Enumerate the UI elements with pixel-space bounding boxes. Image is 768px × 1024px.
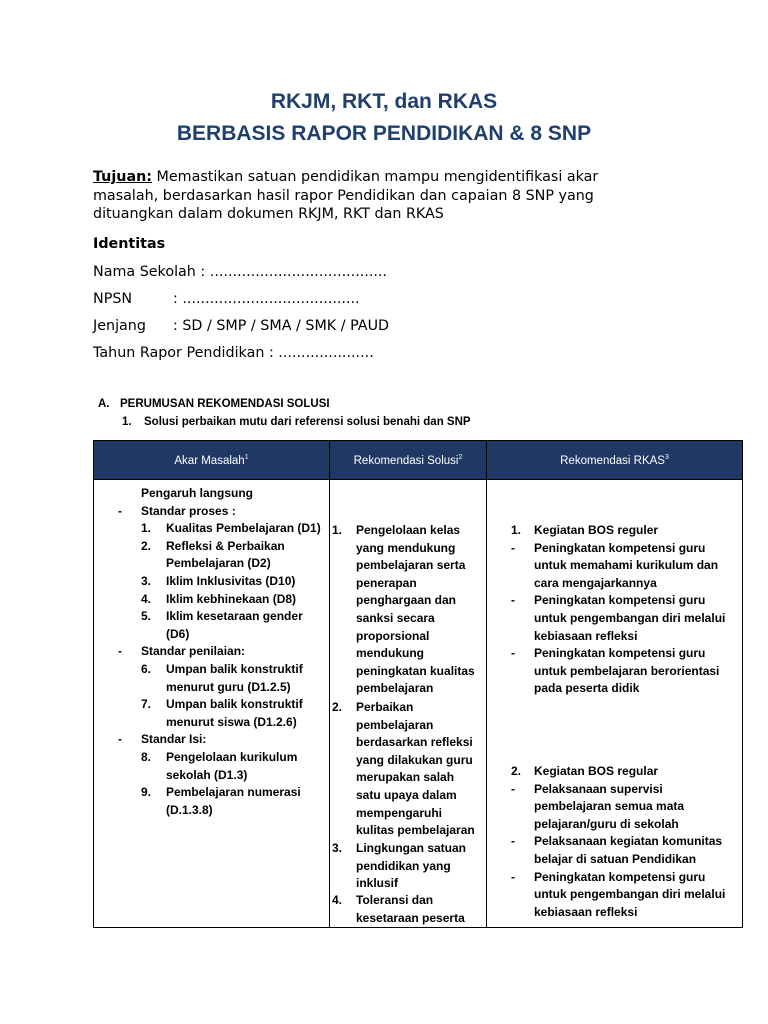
item-number: 2. (141, 538, 152, 553)
akar-masalah-item: Pembelajaran (D2) (166, 556, 271, 571)
akar-masalah-item: Pengelolaan kurikulum (166, 750, 298, 764)
rkas-item-text: pelajaran/guru di sekolah (534, 816, 679, 831)
akar-masalah-item: Iklim kebhinekaan (D8) (166, 591, 297, 606)
solusi-text: Pengelolaan kelas (356, 523, 461, 537)
akar-masalah-item: Iklim Inklusivitas (D10) (166, 574, 296, 588)
akar-masalah-item: sekolah (D1.3) (166, 767, 248, 782)
standar-heading: Standar proses : (141, 503, 236, 518)
solusi-text: peningkatan kualitas (356, 663, 475, 678)
solusi-text: proporsional (356, 628, 430, 643)
table-header-row (94, 441, 743, 480)
rkas-item-text: cara mengajarkannya (534, 575, 657, 590)
solusi-text: pembelajaran (356, 681, 434, 696)
nama-sekolah-text: Nama Sekolah : ....................................... (93, 264, 388, 280)
akar-masalah-item: menurut siswa (D1.2.6) (166, 714, 297, 729)
tujuan-line-2: masalah, berdasarkan hasil rapor Pendidikan dan capaian 8 SNP yang (93, 187, 594, 204)
nama-sekolah-field (93, 264, 387, 280)
item-number: 7. (141, 697, 152, 712)
solusi-text: satu upaya dalam (356, 788, 457, 802)
solusi-number: 2. (332, 700, 343, 714)
table-row (94, 480, 743, 928)
item-number: 8. (141, 750, 152, 764)
akar-masalah-item: Pembelajaran numerasi (166, 785, 301, 800)
group-bullet: - (118, 644, 122, 659)
solusi-number: 3. (332, 841, 343, 855)
tujuan-line-3: dituangkan dalam dokumen RKJM, RKT dan RKAS (93, 206, 444, 222)
document-title: RKJM, RKT, dan RKAS (270, 90, 498, 113)
solusi-text: kulitas pembelajaran (356, 823, 475, 838)
rkas-item-text: kebiasaan refleksi (534, 628, 638, 643)
rkas-item-text: untuk pengembangan diri melalui (534, 611, 726, 625)
tujuan-paragraph (93, 168, 683, 224)
subsection-heading (122, 416, 471, 428)
rkas-bullet: - (511, 781, 515, 796)
solusi-text: Lingkungan satuan (356, 841, 467, 855)
standar-heading: Standar penilaian: (141, 644, 246, 659)
akar-masalah-item: (D6) (166, 626, 190, 641)
rkas-item-text: Peningkatan kompetensi guru (534, 593, 706, 608)
solusi-text: yang dilakukan guru (356, 752, 473, 767)
jenjang-label: Jenjang (93, 318, 146, 334)
standar-heading: Standar Isi: (141, 732, 207, 747)
rkas-item-text: Pelaksanaan kegiatan komunitas (534, 834, 723, 849)
cell-rekomendasi-rkas (487, 480, 743, 928)
group-bullet: - (118, 732, 122, 747)
item-number: 1. (141, 521, 152, 536)
akar-masalah-item: (D.1.3.8) (166, 802, 213, 817)
solusi-text: inklusif (356, 876, 399, 891)
rkas-item-text: untuk pengembangan diri melalui (534, 887, 726, 902)
tahun-rapor-text: Tahun Rapor Pendidikan : ..................... (93, 345, 374, 361)
rkas-item-text: untuk pembelajaran berorientasi (534, 663, 720, 678)
subsection-title: Solusi perbaikan mutu dari referensi solusi benahi dan SNP (144, 416, 471, 428)
document-subtitle: BERBASIS RAPOR PENDIDIKAN & 8 SNP (176, 122, 592, 145)
rkas-bullet: - (511, 540, 515, 555)
solusi-text: pendidikan yang (356, 858, 451, 873)
header-akar-masalah: Akar Masalah$^1$ (94, 441, 330, 480)
item-number: 6. (141, 662, 152, 676)
solusi-text: merupakan salah (356, 770, 455, 785)
rkas-bullet: - (511, 593, 515, 608)
solusi-text: mendukung (356, 646, 424, 661)
section-letter: A. (98, 398, 110, 410)
tujuan-label: Tujuan: (93, 169, 152, 185)
tahun-rapor-field (93, 345, 374, 361)
solusi-text: Perbaikan (356, 700, 414, 714)
solusi-text: yang mendukung (356, 540, 456, 555)
akar-masalah-item: Umpan balik konstruktif (166, 662, 303, 676)
item-number: 3. (141, 574, 152, 588)
rkas-item-text: Peningkatan kompetensi guru (534, 540, 706, 555)
solusi-text: penerapan (356, 575, 417, 590)
tujuan-line-1: Memastikan satuan pendidikan mampu mengidentifikasi akar (156, 169, 599, 185)
npsn-field (93, 291, 360, 307)
solusi-text: mempengaruhi (356, 805, 443, 820)
cell-rekomendasi-solusi (330, 480, 487, 928)
rkas-bullet: - (511, 646, 515, 661)
rkas-item-text: belajar di satuan Pendidikan (534, 852, 697, 866)
solusi-number: 4. (332, 893, 343, 907)
identitas-heading: Identitas (93, 236, 166, 252)
solusi-text: penghargaan dan (356, 593, 457, 608)
solusi-text: sanksi secara (356, 611, 435, 625)
rkas-item-text: Peningkatan kompetensi guru (534, 869, 706, 884)
solusi-text: kesetaraan peserta (356, 910, 465, 925)
rkas-group-title: Kegiatan BOS reguler (534, 523, 659, 537)
rkas-item-text: pada peserta didik (534, 681, 640, 696)
akar-masalah-item: Kualitas Pembelajaran (D1) (166, 521, 321, 536)
akar-masalah-item: Iklim kesetaraan gender (166, 609, 303, 624)
rkas-number: 1. (511, 523, 522, 537)
akar-masalah-item: Refleksi & Perbaikan (166, 538, 285, 553)
group-bullet: - (118, 503, 122, 518)
solusi-number: 1. (332, 523, 343, 537)
solution-table (93, 440, 743, 928)
rkas-bullet: - (511, 869, 515, 884)
rkas-item-text: untuk memahami kurikulum dan (534, 558, 719, 573)
section-title: PERUMUSAN REKOMENDASI SOLUSI (120, 398, 330, 410)
item-number: 5. (141, 609, 152, 624)
jenjang-field (93, 318, 389, 334)
solusi-text: Toleransi dan (356, 893, 434, 907)
akar-masalah-item: menurut guru (D1.2.5) (166, 679, 291, 694)
rkas-item-text: Pelaksanaan supervisi (534, 781, 663, 796)
npsn-value: : ....................................... (173, 291, 360, 307)
section-heading (98, 398, 330, 410)
rkas-item-text: pembelajaran semua mata (534, 799, 685, 814)
item-number: 9. (141, 785, 152, 800)
header-rekomendasi-rkas: Rekomendasi RKAS$^3$ (487, 441, 743, 480)
cell-akar-masalah (94, 480, 330, 928)
npsn-label: NPSN (93, 291, 133, 307)
rkas-item-text: Peningkatan kompetensi guru (534, 646, 706, 661)
rkas-group-title: Kegiatan BOS regular (534, 764, 659, 778)
header-rekomendasi-solusi: Rekomendasi Solusi$^2$ (330, 441, 487, 480)
jenjang-value: : SD / SMP / SMA / SMK / PAUD (173, 318, 390, 334)
akar-masalah-item: Umpan balik konstruktif (166, 697, 303, 712)
rkas-item-text: kebiasaan refleksi (534, 904, 638, 919)
solusi-text: pembelajaran (356, 717, 434, 732)
rkas-bullet: - (511, 834, 515, 849)
subsection-number: 1. (122, 416, 132, 428)
solusi-text: berdasarkan refleksi (356, 735, 473, 750)
pengaruh-langsung-label: Pengaruh langsung (141, 486, 254, 500)
solusi-text: pembelajaran serta (356, 558, 466, 573)
item-number: 4. (141, 591, 152, 606)
rkas-number: 2. (511, 764, 522, 778)
